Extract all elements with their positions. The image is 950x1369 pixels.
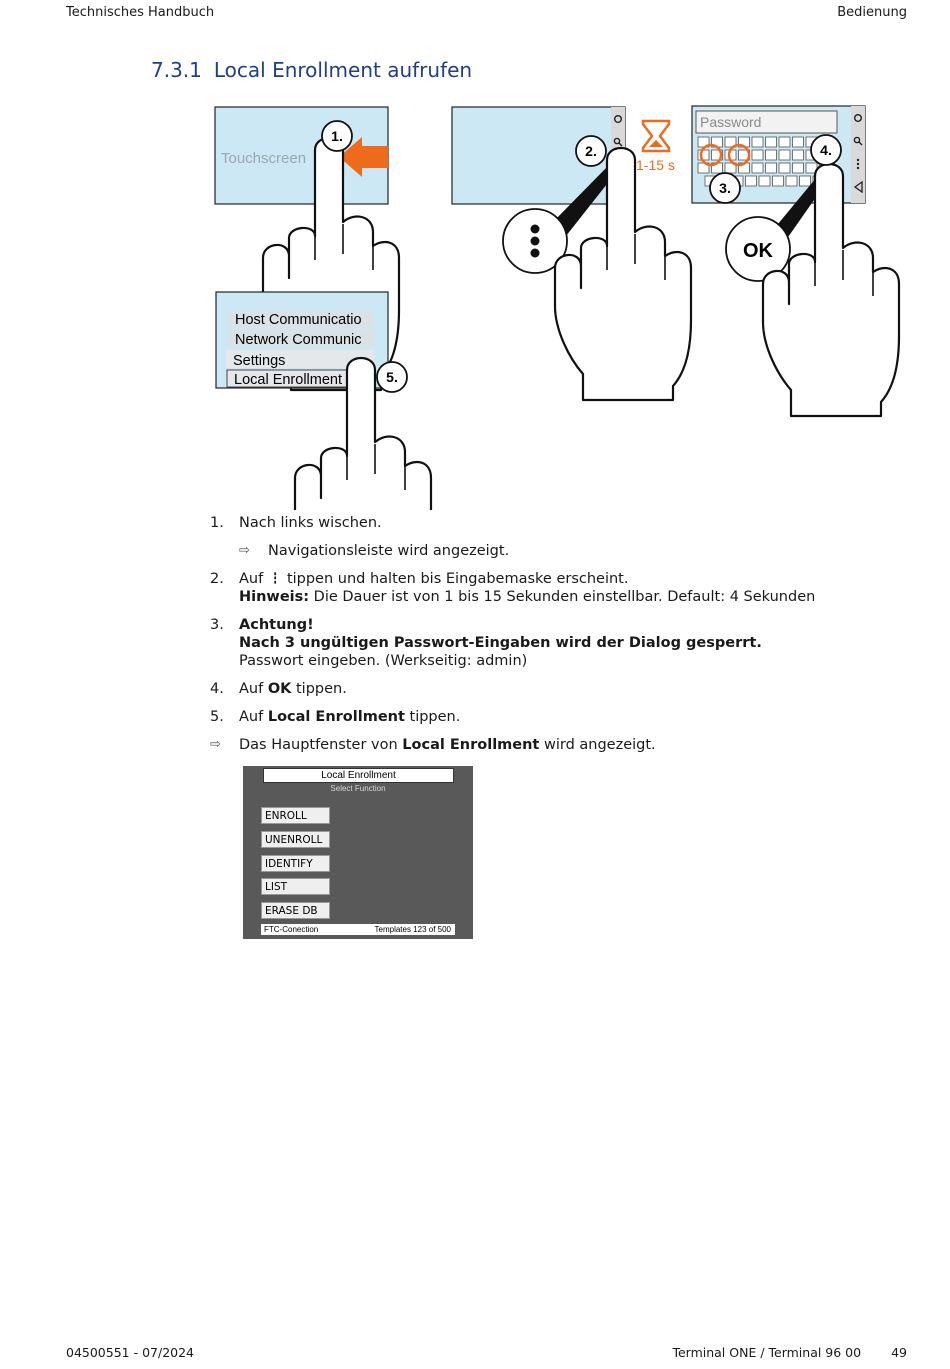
touchscreen-label: Touchscreen xyxy=(221,150,307,167)
password-placeholder: Password xyxy=(700,114,762,130)
final-result xyxy=(210,736,850,754)
step-5 xyxy=(210,708,850,726)
nav-kebab-icon-3 xyxy=(857,159,859,161)
result-arrow-icon: ⇨ xyxy=(210,737,221,752)
key xyxy=(746,176,757,186)
instruction-list xyxy=(210,514,850,754)
unenroll-button[interactable]: UNENROLL xyxy=(261,831,330,848)
step-1-number: 1. xyxy=(210,515,224,531)
section-number: 7.3.1 xyxy=(151,58,202,82)
menu-item-network: Network Communic xyxy=(235,332,362,348)
key xyxy=(752,137,763,147)
key xyxy=(779,163,790,173)
key xyxy=(793,150,804,160)
step-5-pre: Auf xyxy=(239,709,264,725)
enroll-button[interactable]: ENROLL xyxy=(261,807,330,824)
timer-label: 1-15 s xyxy=(636,157,675,173)
menu-item-host: Host Communicatio xyxy=(235,312,362,328)
step-3-warning-title: Achtung! xyxy=(239,617,314,633)
final-result-post: wird angezeigt. xyxy=(543,737,656,753)
key xyxy=(773,176,784,186)
result-arrow-icon: ⇨ xyxy=(239,543,250,558)
step-3-number: 3. xyxy=(210,617,224,633)
key xyxy=(800,176,811,186)
key xyxy=(766,163,777,173)
badge-1-label: 1. xyxy=(331,128,343,144)
step-5-bold: Local Enrollment xyxy=(267,709,405,725)
step-4-number: 4. xyxy=(210,681,224,697)
step-4-pre: Auf xyxy=(239,681,264,697)
badge-5-label: 5. xyxy=(386,369,398,385)
step-3-warning-text: Nach 3 ungültigen Passwort-Eingaben wird der Dialog gesperrt. xyxy=(239,635,762,651)
badge-2-label: 2. xyxy=(585,143,597,159)
footer-product xyxy=(672,1345,907,1360)
key xyxy=(779,137,790,147)
menu-item-local-enrollment: Local Enrollment xyxy=(234,372,342,388)
final-result-pre: Das Hauptfenster von xyxy=(239,737,398,753)
enroll-screen-subtitle: Select Function xyxy=(330,784,386,793)
key xyxy=(766,137,777,147)
key xyxy=(752,163,763,173)
template-count: Templates 123 of 500 xyxy=(374,925,451,934)
list-button[interactable]: LIST xyxy=(261,878,330,895)
footer-product-name: Terminal ONE / Terminal 96 00 xyxy=(672,1345,862,1360)
step-1 xyxy=(210,514,850,532)
step-3 xyxy=(210,616,850,670)
section-heading: Local Enrollment aufrufen xyxy=(213,58,473,82)
kebab-inline-icon: ⋮ xyxy=(270,571,281,587)
final-result-bold: Local Enrollment xyxy=(402,737,540,753)
header-chapter: Bedienung xyxy=(837,5,907,20)
step-2-hint-label: Hinweis: xyxy=(239,589,310,605)
procedure-illustration xyxy=(0,0,950,510)
step-3-text: Passwort eingeben. (Werkseitig: admin) xyxy=(239,653,528,669)
key xyxy=(793,163,804,173)
footer-doc-number: 04500551 - 07/2024 xyxy=(66,1345,195,1360)
step-5-post: tippen. xyxy=(409,709,461,725)
step-2 xyxy=(210,570,850,606)
key xyxy=(786,176,797,186)
step-1-result-text: Navigationsleiste wird angezeigt. xyxy=(268,543,510,559)
step-2-hint-text: Die Dauer ist von 1 bis 15 Sekunden einstellbar. Default: 4 Sekunden xyxy=(313,589,816,605)
step-5-number: 5. xyxy=(210,709,224,725)
step-4 xyxy=(210,680,850,698)
step-2-number: 2. xyxy=(210,571,224,587)
menu-item-settings: Settings xyxy=(233,353,286,369)
step-1-text: Nach links wischen. xyxy=(239,515,382,531)
erase-db-button[interactable]: ERASE DB xyxy=(261,902,330,919)
badge-3-label: 3. xyxy=(719,180,731,196)
badge-4-label: 4. xyxy=(820,142,832,158)
local-enrollment-screen xyxy=(243,766,473,939)
key xyxy=(752,150,763,160)
step-4-bold: OK xyxy=(267,681,292,697)
ok-zoom-label: OK xyxy=(743,240,773,262)
kebab-icon xyxy=(531,225,540,234)
page-number: 49 xyxy=(891,1345,907,1360)
identify-button[interactable]: IDENTIFY xyxy=(261,855,330,872)
enroll-status-bar xyxy=(261,924,455,935)
step-4-post: tippen. xyxy=(296,681,347,697)
key xyxy=(793,137,804,147)
key xyxy=(759,176,770,186)
step-2-pre: Auf xyxy=(239,571,264,587)
step-2-post: tippen und halten bis Eingabemaske erscheint. xyxy=(286,571,629,587)
header-doc-title: Technisches Handbuch xyxy=(66,5,215,20)
key xyxy=(698,150,709,160)
key xyxy=(779,150,790,160)
step-1-result xyxy=(210,542,850,560)
connection-status: FTC-Conection xyxy=(264,925,319,934)
enroll-screen-title: Local Enrollment xyxy=(263,768,454,783)
key xyxy=(766,150,777,160)
